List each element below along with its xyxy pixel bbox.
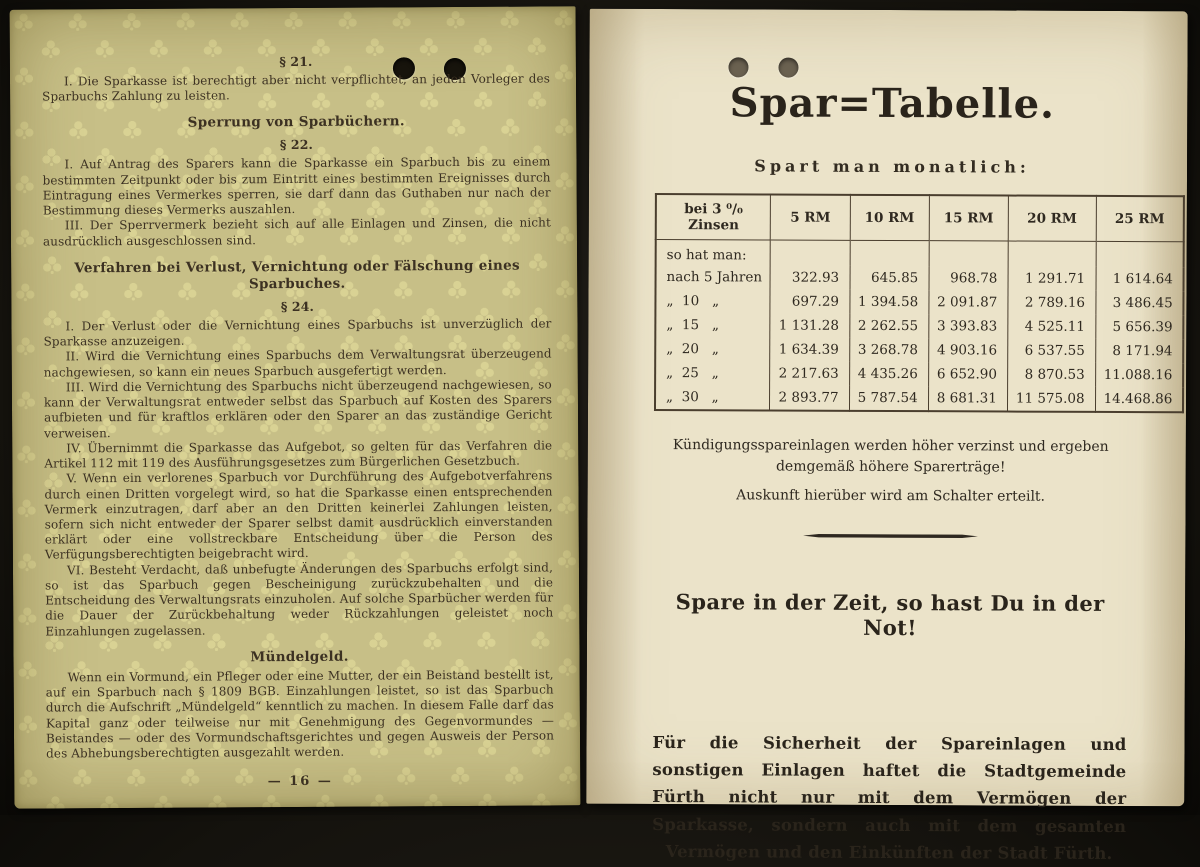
table-cell: 4 903.16 <box>928 338 1007 362</box>
table-cell: 5 656.39 <box>1095 315 1183 339</box>
left-page-text <box>10 6 581 808</box>
table-row <box>655 289 1183 315</box>
section-24-paragraph-4: IV. Übernimmt die Sparkasse das Aufgebot, so gelten für das Verfahren die Artikel 112 mit 119 des Ausführungsgesetzes zum Bürgerlichen Gesetzbuch. <box>44 438 553 471</box>
table-cell: 3 268.78 <box>849 338 928 362</box>
table-header-cell: 5 RM <box>771 194 850 240</box>
table-header-cell: 25 RM <box>1096 196 1184 242</box>
table-cell: 1 614.64 <box>1096 267 1184 291</box>
heading-verfahren: Verfahren bei Verlust, Vernichtung oder Fälschung eines Sparbuches. <box>74 257 520 293</box>
table-cell: 2 262.55 <box>849 314 928 338</box>
savings-table <box>654 193 1185 413</box>
table-cell: 5 787.54 <box>849 386 928 411</box>
section-24-paragraph-6: VI. Besteht Verdacht, daß unbefugte Änderungen des Sparbuchs erfolgt sind, so ist das Sparbuch gegen Bescheinigung zurückzubehalten und die Entscheidung des Verwaltungsrats einzuholen. Auf solche Sparbücher werden für die Dauer der Zurückbehaltung weder Rückzahlungen geleistet noch Einzahlungen zugelassen. <box>45 560 554 639</box>
table-cell: 2 789.16 <box>1008 291 1096 315</box>
table-cell: 3 486.45 <box>1095 291 1183 315</box>
table-cell: nach 5 Jahren <box>666 269 763 286</box>
table-cell <box>850 240 929 266</box>
table-cell: „ 10 „ <box>666 293 720 310</box>
left-page <box>10 6 581 808</box>
table-header-cell: 10 RM <box>850 195 929 241</box>
table-row <box>655 361 1183 387</box>
section-22-paragraph-3: III. Der Sperrvermerk bezieht sich auf alle Einlagen und Zinsen, die nicht ausdrücklich ausgeschlossen sind. <box>42 215 551 249</box>
table-cell: 1 634.39 <box>770 337 849 361</box>
section-24-paragraph-5: V. Wenn ein verlorenes Sparbuch vor Durchführung des Aufgebotverfahrens durch einen Dritten vorgelegt wird, so hat die Sparkasse einen entsprechenden Vermerk einzutragen, darf aber an den Dritten keinerlei Zahlungen leisten, sofern sich nicht entweder der Sparer selbst damit ausdrücklich einverstanden erklärt oder eine vollstreckbare Entscheidung über die Person des Verfügungsberechtigten beigebracht wird. <box>44 468 553 562</box>
table-cell: 645.85 <box>850 266 929 290</box>
table-cell <box>929 241 1008 267</box>
section-21-number: § 21. <box>279 53 313 70</box>
section-22-number: § 22. <box>279 137 314 153</box>
heading-muendelgeld: Mündelgeld. <box>250 648 349 666</box>
divider-rule <box>803 534 978 539</box>
table-cell: 1 131.28 <box>770 313 849 337</box>
table-cell: 6 652.90 <box>928 362 1007 386</box>
table-header-cell: 20 RM <box>1008 196 1096 242</box>
section-22-paragraph-1: I. Auf Antrag des Sparers kann die Sparkasse ein Sparbuch bis zu einem bestimmten Zeitpunkt oder bis zum Eintritt eines bestimmten Ereignisses durch Eintragung eines Vermerkes sperren, sie darf dann das Guthaben nur nach der Bestimmung dieses Vermerks auszahlen. <box>42 154 551 218</box>
section-24-number: § 24. <box>280 298 314 315</box>
section-24-paragraph-1: I. Der Verlust oder die Vernichtung eines Sparbuchs ist unverzüglich der Sparkasse anzuzeigen. <box>43 316 552 349</box>
section-24-paragraph-2: II. Wird die Vernichtung eines Sparbuchs dem Verwaltungsrat überzeugend nachgewiesen, so kann ein neues Sparbuch ausgefertigt werden. <box>43 346 552 380</box>
counter-note: Auskunft hierüber wird am Schalter erteilt. <box>736 487 1046 505</box>
table-cell: 697.29 <box>770 289 849 313</box>
table-caption: Spart man monatlich: <box>754 156 1030 177</box>
page-number: — 16 — <box>267 774 333 790</box>
table-row <box>656 239 1184 267</box>
table-cell: 8 681.31 <box>928 386 1007 411</box>
table-cell <box>771 240 850 266</box>
table-cell <box>1096 241 1184 267</box>
table-cell: „ 25 „ <box>666 365 719 382</box>
table-cell: 8 870.53 <box>1007 363 1095 387</box>
table-cell: „ 30 „ <box>666 389 719 406</box>
table-cell: 11 575.08 <box>1007 387 1095 412</box>
table-header-cell: bei 3 ⁰/₀ Zinsen <box>656 194 771 240</box>
table-row <box>655 385 1183 412</box>
interest-note: Kündigungsspareinlagen werden höher verzinst und ergeben demgemäß höhere Sparerträge! <box>672 437 1109 476</box>
table-cell: so hat man: <box>666 247 747 264</box>
heading-sperrung: Sperrung von Sparbüchern. <box>187 113 405 131</box>
guarantee-statement: Für die Sicherheit der Spareinlagen und sonstigen Einlagen haftet die Stadtgemeinde Fürth nicht nur mit dem Vermögen der Sparkasse, sondern auch mit dem gesamten Vermögen und den Einkünften der Stadt Fürth. <box>652 732 1127 863</box>
table-cell: 11.088.16 <box>1095 363 1183 387</box>
table-cell: 8 171.94 <box>1095 339 1183 363</box>
table-cell: 3 393.83 <box>929 314 1008 338</box>
table-cell: 2 217.63 <box>770 361 849 385</box>
table-cell: „ 20 „ <box>666 341 719 358</box>
savings-slogan: Spare in der Zeit, so hast Du in der Not! <box>675 589 1105 641</box>
table-cell: 322.93 <box>770 265 849 289</box>
muendelgeld-paragraph: Wenn ein Vormund, ein Pfleger oder eine Mutter, der ein Beistand bestellt ist, auf ein Sparbuch nach § 1809 BGB. Einzahlungen leistet, so ist das Sparbuch durch die Aufschrift „Mündelgeld“ kenntlich zu machen. In diesem Falle darf das Kapital ganz oder teilweise nur mit Genehmigung des Gegenvormundes — Beistandes — oder des Vormundschaftsgerichtes und gegen Ausweis der Person des Abhebungsberechtigten ausgezahlt werden. <box>45 667 555 761</box>
section-24-paragraph-3: III. Wird die Vernichtung des Sparbuchs nicht überzeugend nachgewiesen, so kann der Verwaltungsrat entweder selbst das Sparbuch auf Kosten des Sparers aufbieten und für kraftlos erklären oder den Sparer an das zuständige Gericht verweisen. <box>43 377 553 441</box>
table-header-row <box>656 194 1184 242</box>
table-cell <box>1008 241 1096 267</box>
table-cell: 2 091.87 <box>929 290 1008 314</box>
table-header-cell: 15 RM <box>929 195 1008 241</box>
table-cell: 6 537.55 <box>1008 339 1096 363</box>
page-title: Spar=Tabelle. <box>729 79 1056 128</box>
table-cell: 4 435.26 <box>849 362 928 386</box>
table-cell: 14.468.86 <box>1095 387 1183 412</box>
table-cell: „ 15 „ <box>666 317 720 334</box>
table-cell: 1 291.71 <box>1008 267 1096 291</box>
right-page <box>586 9 1187 863</box>
table-row <box>655 337 1183 363</box>
table-cell: 4 525.11 <box>1008 315 1096 339</box>
table-cell: 968.78 <box>929 266 1008 290</box>
table-row <box>655 313 1183 339</box>
table-row <box>656 265 1184 291</box>
table-cell: 1 394.58 <box>850 290 929 314</box>
right-page-text <box>586 9 1187 863</box>
section-21-paragraph: I. Die Sparkasse ist berechtigt aber nicht verpflichtet, an jeden Vorleger des Sparbuchs Zahlung zu leisten. <box>42 71 551 104</box>
table-cell: 2 893.77 <box>770 385 849 410</box>
